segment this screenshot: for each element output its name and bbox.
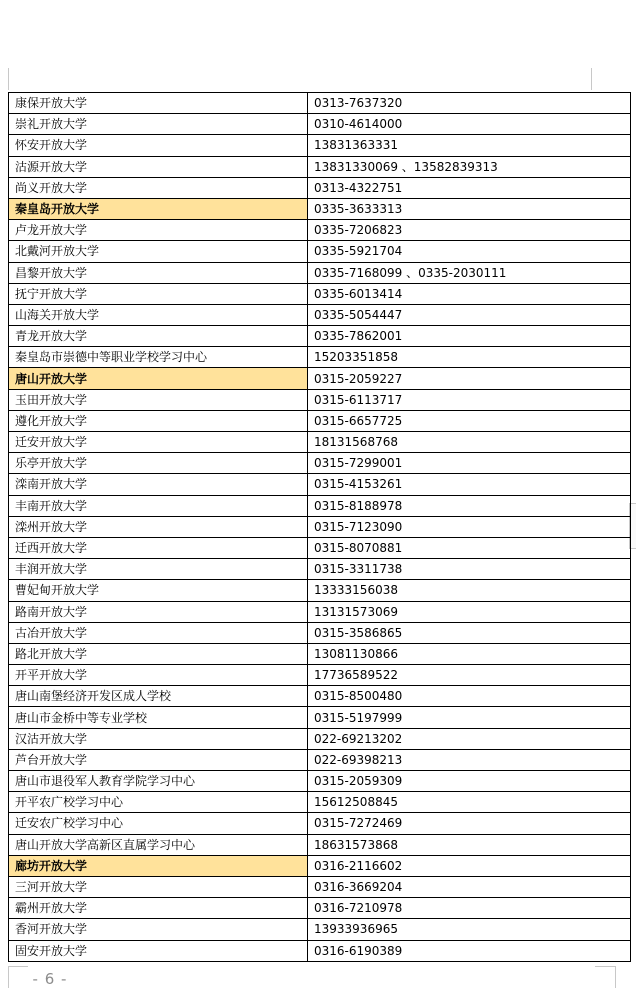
institution-name-cell: 芦台开放大学 xyxy=(9,749,308,770)
table-row xyxy=(9,177,631,198)
institution-name-cell: 丰南开放大学 xyxy=(9,495,308,516)
institution-name-cell: 迁西开放大学 xyxy=(9,537,308,558)
institution-name-cell: 廊坊开放大学 xyxy=(9,855,308,876)
institution-name-cell: 丰润开放大学 xyxy=(9,559,308,580)
phone-number-cell: 0316-3669204 xyxy=(308,876,631,897)
phone-number-cell: 0315-7123090 xyxy=(308,516,631,537)
phone-number-cell: 13081130866 xyxy=(308,643,631,664)
table-row xyxy=(9,876,631,897)
phone-number-cell: 0335-7862001 xyxy=(308,326,631,347)
institution-name-cell: 昌黎开放大学 xyxy=(9,262,308,283)
phone-number-cell: 0335-7206823 xyxy=(308,220,631,241)
institution-name-cell: 青龙开放大学 xyxy=(9,326,308,347)
phone-number-cell: 13131573069 xyxy=(308,601,631,622)
phone-number-cell: 0313-4322751 xyxy=(308,177,631,198)
table-row-city-header xyxy=(9,368,631,389)
institution-name-cell: 抚宁开放大学 xyxy=(9,283,308,304)
phone-number-cell: 0316-2116602 xyxy=(308,855,631,876)
institution-name-cell: 路南开放大学 xyxy=(9,601,308,622)
institution-name-cell: 固安开放大学 xyxy=(9,940,308,961)
table-row xyxy=(9,813,631,834)
table-row xyxy=(9,389,631,410)
table-row-city-header xyxy=(9,198,631,219)
crop-mark-bottom-left-h xyxy=(8,966,28,967)
institution-name-cell: 汉沽开放大学 xyxy=(9,728,308,749)
table-row xyxy=(9,792,631,813)
crop-mark-top-left xyxy=(8,68,9,90)
institution-name-cell: 北戴河开放大学 xyxy=(9,241,308,262)
phone-number-cell: 0335-5921704 xyxy=(308,241,631,262)
table-row xyxy=(9,749,631,770)
table-row xyxy=(9,580,631,601)
phone-number-cell: 15612508845 xyxy=(308,792,631,813)
table-row xyxy=(9,135,631,156)
table-row xyxy=(9,940,631,961)
institution-name-cell: 唐山开放大学 xyxy=(9,368,308,389)
phone-number-cell: 0335-5054447 xyxy=(308,304,631,325)
phone-number-cell: 0315-8500480 xyxy=(308,686,631,707)
contact-table-body xyxy=(9,93,631,962)
table-row xyxy=(9,114,631,135)
phone-number-cell: 18131568768 xyxy=(308,432,631,453)
table-row xyxy=(9,707,631,728)
institution-name-cell: 迁安农广校学习中心 xyxy=(9,813,308,834)
institution-name-cell: 遵化开放大学 xyxy=(9,410,308,431)
institution-name-cell: 迁安开放大学 xyxy=(9,432,308,453)
table-row xyxy=(9,283,631,304)
table-row xyxy=(9,537,631,558)
institution-name-cell: 秦皇岛市崇德中等职业学校学习中心 xyxy=(9,347,308,368)
institution-name-cell: 滦南开放大学 xyxy=(9,474,308,495)
phone-number-cell: 13933936965 xyxy=(308,919,631,940)
institution-name-cell: 香河开放大学 xyxy=(9,919,308,940)
phone-number-cell: 17736589522 xyxy=(308,665,631,686)
phone-number-cell: 0316-6190389 xyxy=(308,940,631,961)
table-row xyxy=(9,622,631,643)
institution-name-cell: 开平农广校学习中心 xyxy=(9,792,308,813)
table-row xyxy=(9,771,631,792)
crop-mark-bottom-right-h xyxy=(595,966,615,967)
phone-number-cell: 0315-6113717 xyxy=(308,389,631,410)
phone-number-cell: 022-69398213 xyxy=(308,749,631,770)
institution-name-cell: 沽源开放大学 xyxy=(9,156,308,177)
institution-name-cell: 滦州开放大学 xyxy=(9,516,308,537)
table-row xyxy=(9,304,631,325)
phone-number-cell: 0310-4614000 xyxy=(308,114,631,135)
institution-name-cell: 秦皇岛开放大学 xyxy=(9,198,308,219)
phone-number-cell: 0315-2059309 xyxy=(308,771,631,792)
phone-number-cell: 0335-7168099 、0335-2030111 xyxy=(308,262,631,283)
institution-name-cell: 乐亭开放大学 xyxy=(9,453,308,474)
table-row xyxy=(9,601,631,622)
table-row xyxy=(9,834,631,855)
institution-name-cell: 崇礼开放大学 xyxy=(9,114,308,135)
phone-number-cell: 0315-7299001 xyxy=(308,453,631,474)
table-row xyxy=(9,156,631,177)
phone-number-cell: 13831363331 xyxy=(308,135,631,156)
phone-number-cell: 0315-2059227 xyxy=(308,368,631,389)
table-row xyxy=(9,516,631,537)
table-row xyxy=(9,686,631,707)
table-row xyxy=(9,453,631,474)
institution-name-cell: 唐山市退役军人教育学院学习中心 xyxy=(9,771,308,792)
institution-name-cell: 唐山开放大学高新区直属学习中心 xyxy=(9,834,308,855)
phone-number-cell: 0335-3633313 xyxy=(308,198,631,219)
page-number: - 6 - xyxy=(32,970,68,988)
table-row xyxy=(9,347,631,368)
phone-number-cell: 022-69213202 xyxy=(308,728,631,749)
table-row xyxy=(9,241,631,262)
institution-name-cell: 康保开放大学 xyxy=(9,93,308,114)
institution-name-cell: 怀安开放大学 xyxy=(9,135,308,156)
institution-name-cell: 唐山市金桥中等专业学校 xyxy=(9,707,308,728)
table-row xyxy=(9,919,631,940)
institution-name-cell: 卢龙开放大学 xyxy=(9,220,308,241)
institution-name-cell: 尚义开放大学 xyxy=(9,177,308,198)
phone-number-cell: 13831330069 、13582839313 xyxy=(308,156,631,177)
phone-number-cell: 0315-3586865 xyxy=(308,622,631,643)
phone-number-cell: 0316-7210978 xyxy=(308,898,631,919)
table-row xyxy=(9,326,631,347)
phone-number-cell: 0315-3311738 xyxy=(308,559,631,580)
institution-name-cell: 开平开放大学 xyxy=(9,665,308,686)
table-row xyxy=(9,410,631,431)
institution-name-cell: 唐山南堡经济开发区成人学校 xyxy=(9,686,308,707)
table-row xyxy=(9,93,631,114)
institution-name-cell: 三河开放大学 xyxy=(9,876,308,897)
institution-name-cell: 霸州开放大学 xyxy=(9,898,308,919)
institution-name-cell: 山海关开放大学 xyxy=(9,304,308,325)
table-row xyxy=(9,665,631,686)
phone-number-cell: 0335-6013414 xyxy=(308,283,631,304)
institution-name-cell: 玉田开放大学 xyxy=(9,389,308,410)
table-row xyxy=(9,220,631,241)
phone-number-cell: 0315-4153261 xyxy=(308,474,631,495)
contact-table xyxy=(8,92,631,962)
table-row-city-header xyxy=(9,855,631,876)
phone-number-cell: 0315-6657725 xyxy=(308,410,631,431)
table-row xyxy=(9,643,631,664)
crop-mark-top-right xyxy=(591,68,592,90)
institution-name-cell: 曹妃甸开放大学 xyxy=(9,580,308,601)
phone-number-cell: 0315-5197999 xyxy=(308,707,631,728)
phone-number-cell: 15203351858 xyxy=(308,347,631,368)
phone-number-cell: 0315-8188978 xyxy=(308,495,631,516)
phone-number-cell: 0313-7637320 xyxy=(308,93,631,114)
phone-number-cell: 0315-8070881 xyxy=(308,537,631,558)
phone-number-cell: 0315-7272469 xyxy=(308,813,631,834)
institution-name-cell: 古冶开放大学 xyxy=(9,622,308,643)
table-row xyxy=(9,262,631,283)
institution-name-cell: 路北开放大学 xyxy=(9,643,308,664)
phone-number-cell: 18631573868 xyxy=(308,834,631,855)
table-row xyxy=(9,432,631,453)
table-row xyxy=(9,474,631,495)
crop-mark-bottom-right xyxy=(615,966,616,988)
table-row xyxy=(9,559,631,580)
table-row xyxy=(9,898,631,919)
table-row xyxy=(9,495,631,516)
table-row xyxy=(9,728,631,749)
phone-number-cell: 13333156038 xyxy=(308,580,631,601)
